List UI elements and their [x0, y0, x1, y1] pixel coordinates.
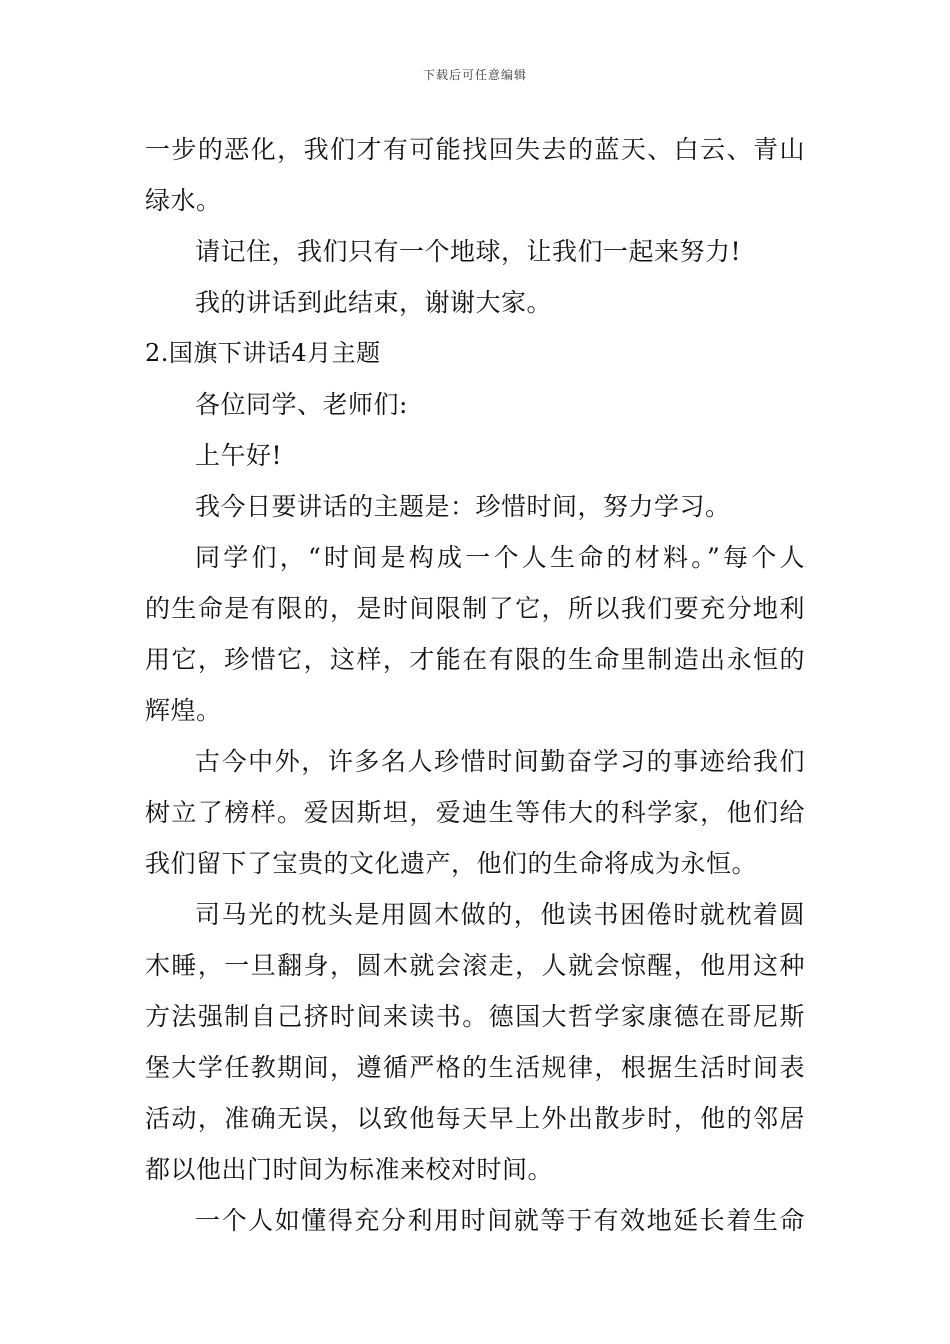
text-line: 我今日要讲话的主题是：珍惜时间，努力学习。	[195, 492, 731, 521]
section-heading: 2.国旗下讲话4月主题	[145, 339, 381, 367]
text-line: 用它，珍惜它，这样，才能在有限的生命里制造出永恒的	[145, 645, 805, 674]
text-line: 的生命是有限的，是时间限制了它，所以我们要充分地利	[145, 594, 805, 623]
text-line: 树立了榜样。爱因斯坦，爱迪生等伟大的科学家，他们给	[145, 798, 805, 827]
text-line: 方法强制自己挤时间来读书。德国大哲学家康德在哥尼斯	[145, 1002, 805, 1031]
text-line: 我们留下了宝贵的文化遗产，他们的生命将成为永恒。	[145, 849, 758, 878]
text-line: 上午好!	[195, 441, 283, 470]
text-line: 堡大学任教期间，遵循严格的生活规律，根据生活时间表	[145, 1053, 805, 1082]
page-header: 下载后可任意编辑	[422, 68, 527, 82]
text-line: 同学们，“时间是构成一个人生命的材料。”每个人	[195, 543, 805, 572]
text-line: 都以他出门时间为标准来校对时间。	[145, 1155, 554, 1184]
text-line: 活动，准确无误，以致他每天早上外出散步时，他的邻居	[145, 1104, 805, 1133]
text-line: 一个人如懂得充分利用时间就等于有效地延长着生命	[195, 1206, 805, 1235]
text-line: 司马光的枕头是用圆木做的，他读书困倦时就枕着圆	[195, 900, 805, 929]
text-line: 请记住，我们只有一个地球，让我们一起来努力!	[195, 237, 742, 266]
text-line: 古今中外，许多名人珍惜时间勤奋学习的事迹给我们	[195, 747, 805, 776]
text-line: 绿水。	[145, 186, 222, 215]
text-line: 木睡，一旦翻身，圆木就会滚走，人就会惊醒，他用这种	[145, 951, 805, 980]
text-line: 我的讲话到此结束，谢谢大家。	[195, 288, 553, 317]
text-line: 一步的恶化，我们才有可能找回失去的蓝天、白云、青山	[145, 135, 805, 164]
text-line: 辉煌。	[145, 696, 222, 725]
text-line: 各位同学、老师们:	[195, 390, 408, 419]
document-body	[145, 124, 805, 1246]
